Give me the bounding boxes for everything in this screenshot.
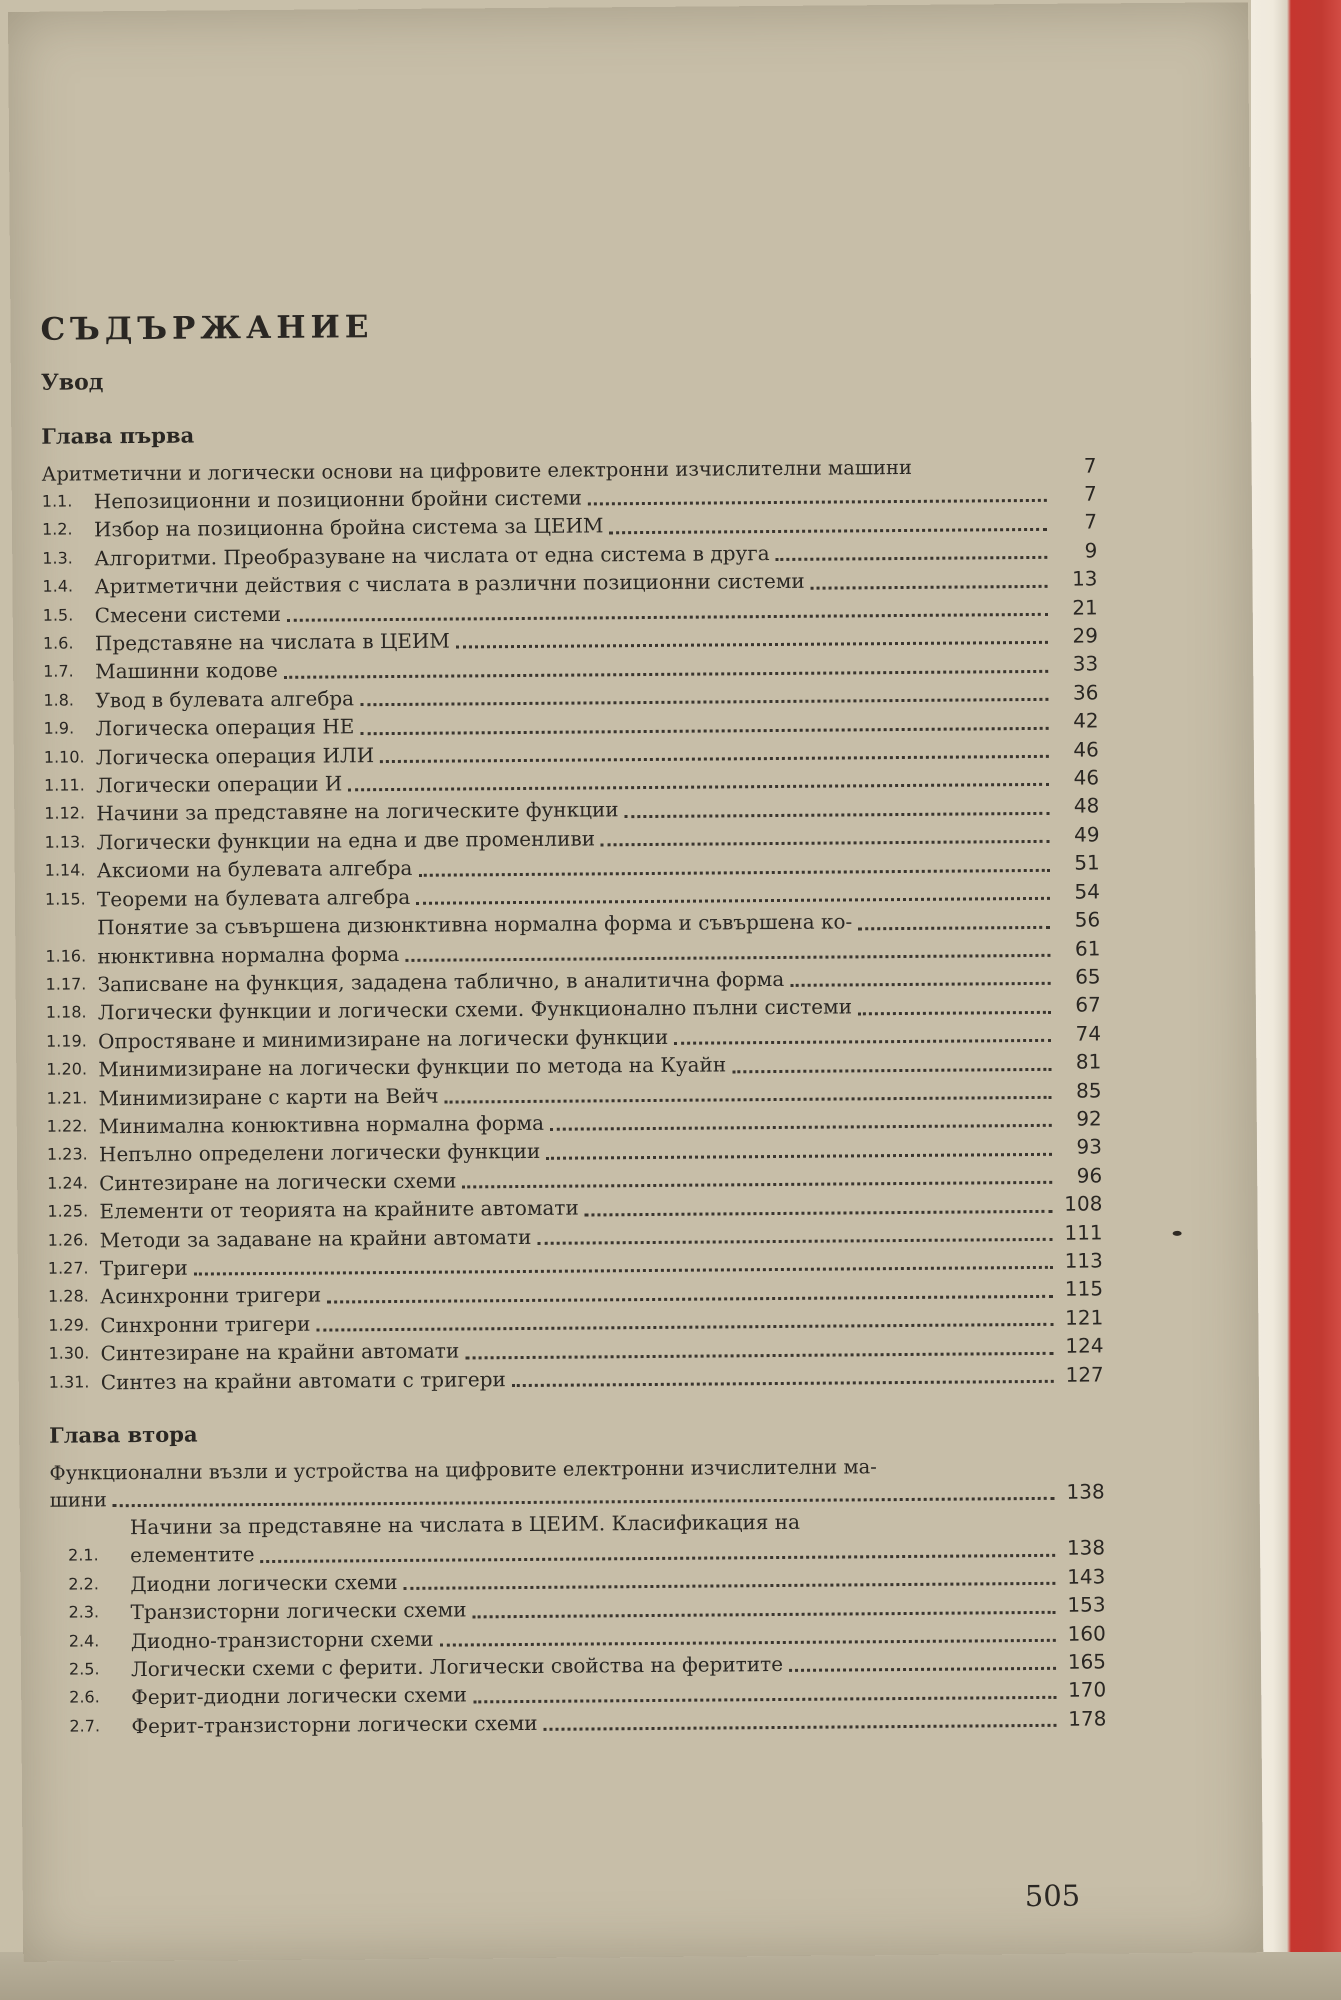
toc-entry-text: Синтез на крайни автомати с тригери [100,1366,506,1394]
chapter-2 [49,1414,1106,1741]
toc-entry-page: 138 [1066,1535,1106,1561]
dot-leader [418,869,1049,877]
toc-entry-number: 1.30. [48,1343,90,1363]
dot-leader [610,528,1048,534]
toc-entry-page: 113 [1064,1248,1103,1273]
toc-entry-text: Диодно-транзисторни схеми [130,1626,434,1653]
page-number: 505 [1024,1878,1081,1914]
toc-entry-page: 81 [1075,1049,1102,1074]
toc-entry-number: 1.17. [45,974,87,994]
toc-entry-number: 2.2. [68,1574,99,1594]
toc-entry-text: Минимизиране с карти на Вейч [98,1083,439,1110]
toc-entry-text: Теореми на булевата алгебра [96,884,411,912]
toc-entry-page: 92 [1076,1106,1102,1131]
toc-entry-number: 1.8. [43,690,75,710]
dot-leader [327,1295,1053,1304]
toc-entry-page: 108 [1064,1191,1103,1216]
toc-entry-number: 1.13. [44,832,86,852]
toc-entry-number: 1.16. [45,945,87,966]
toc-entry-text: Синтезиране на логически схеми [99,1168,457,1196]
dot-leader [194,1266,1053,1276]
toc-entry-page: 74 [1075,1021,1102,1046]
toc-entry-text: Логически схеми с ферити. Логически свойства на феритите [130,1651,784,1682]
chapter-2-sections [50,1562,1106,1741]
toc-entry-text: Опростяване и минимизиране на логически функции [97,1024,669,1054]
chapter-1-title-text: Аритметични и логически основи на цифровите електронни изчислителни машини [41,455,913,486]
toc-entry-number: 2.5. [68,1659,100,1679]
toc-entry-page: 67 [1075,992,1101,1017]
intro-heading: Увод [40,369,104,396]
toc-entry-page: 9 [1084,538,1098,563]
toc-entry-number: 1.31. [48,1371,90,1392]
toc-entry-page: 7 [1084,509,1098,534]
dot-leader [588,499,1047,506]
toc-entry-text-line2: елементите [130,1542,255,1568]
dot-leader [445,1096,1052,1104]
toc-entry-text: Записване на функция, зададена таблично, в аналитична форма [97,966,785,997]
dot-leader [858,1011,1051,1016]
toc-entry-text: Алгоритми. Преобразуване на числата от една система в друга [94,540,770,571]
toc-entry-page: 96 [1076,1163,1103,1188]
toc-entry-text: Тригери [99,1255,188,1281]
toc-entry-number: 1.1. [41,491,73,511]
book-page [8,2,1263,1962]
toc-entry-page: 46 [1073,737,1099,762]
toc-entry-text: Диодни логически схеми [130,1569,398,1596]
toc-entry-page: 48 [1073,793,1100,819]
dot-leader [284,670,1048,679]
toc-entry-text: Увод в булевата алгебра [95,686,355,713]
dot-leader [546,1153,1052,1160]
toc-entry-number: 1.5. [42,605,74,625]
toc-entry-page: 85 [1075,1077,1102,1103]
dot-leader [550,1124,1052,1131]
dot-leader [404,1582,1056,1590]
toc-entry-number: 1.15. [44,889,86,909]
ink-speck [1173,1231,1182,1236]
toc-entry-text: Синтезиране на крайни автомати [100,1338,460,1366]
dot-leader [601,840,1050,847]
toc-entry-page: 143 [1067,1564,1106,1589]
toc-entry-page: 165 [1067,1649,1107,1674]
chapter-2-title-line1: Функционални възли и устройства на цифровите електронни изчислителни ма- [49,1455,877,1485]
toc-entry-number: 1.14. [44,860,86,881]
book-cover-edge [1251,0,1341,2000]
toc-entry-text-line2: нюнктивна нормална форма [97,941,400,968]
toc-entry-number: 1.29. [48,1315,90,1335]
toc-entry-page: 36 [1072,680,1099,705]
toc-entry-number: 1.10. [43,747,85,767]
toc-entry-text: Аксиоми на булевата алгебра [96,856,413,883]
toc-entry-number: 1.11. [43,775,85,795]
toc-entry-page: 56 [1074,907,1101,932]
dot-leader [790,982,1050,987]
dot-leader [360,698,1048,706]
toc-entry-1-16 [45,906,1100,971]
toc-entry-text: Избор на позиционна бройна система за ЦЕИМ [93,513,604,542]
toc-entry-number: 1.23. [46,1144,88,1165]
toc-entry-text: Минимизиране на логически функции по метода на Куайн [98,1052,727,1082]
toc-entry-number: 1.19. [46,1031,87,1051]
dot-leader [462,1181,1052,1189]
toc-entry-page: 160 [1067,1621,1106,1646]
toc-entry-page: 29 [1072,623,1099,648]
toc-entry-text: Логически функции и логически схеми. Функционално пълни системи [97,994,853,1025]
dot-leader [776,556,1048,561]
dot-leader [360,727,1048,735]
toc-entry-page: 54 [1074,879,1101,904]
chapter-1-heading: Глава първа [41,422,195,449]
dot-leader [287,613,1048,622]
chapter-1-sections-b [46,962,1104,1396]
toc-entry-page: 13 [1071,566,1098,591]
toc-entry-text: Машинни кодове [95,658,278,684]
toc-entry-page: 121 [1065,1305,1104,1330]
toc-entry-number: 1.22. [46,1116,88,1136]
table-of-contents [40,303,1106,1740]
dot-leader [473,1610,1056,1618]
dot-leader [544,1724,1057,1731]
toc-entry-text: Логически операции И [95,771,343,798]
chapter-1-sections [42,479,1100,913]
dot-leader [416,897,1050,905]
dot-leader [261,1554,1056,1563]
toc-entry-text: Непозиционни и позиционни бройни системи [93,485,583,514]
toc-entry-number: 1.18. [45,1002,87,1023]
chapter-1-page: 7 [1083,453,1097,478]
dot-leader [440,1639,1056,1647]
chapter-2-title-line2: шини [49,1488,107,1512]
toc-entry-number: 1.4. [42,576,74,596]
toc-entry-number: 1.28. [48,1286,89,1307]
dot-leader [858,925,1050,930]
toc-entry-text: Логическа операция ИЛИ [95,742,375,769]
toc-entry-number: 1.25. [47,1201,89,1221]
toc-entry-number: 1.27. [47,1258,89,1278]
toc-entry-page: 49 [1073,822,1100,847]
toc-entry-text: Логически функции на една и две променливи [96,826,596,855]
dot-leader [732,1067,1051,1073]
dot-leader [113,1497,1055,1507]
toc-entry-text: Смесени системи [94,601,282,627]
toc-entry-page: 170 [1067,1677,1107,1703]
toc-entry-text: Елементи от теорията на крайните автомати [99,1195,579,1224]
toc-entry-text: Начини за представяне на логическите функции [96,797,619,826]
toc-entry-page: 61 [1074,935,1101,961]
toc-entry-text-line1: Понятие за съвършена дизюнктивна нормална форма и съвършена ко- [97,909,853,940]
toc-entry-text: Асинхронни тригери [99,1282,322,1309]
toc-entry-number: 1.26. [47,1229,89,1250]
dot-leader [674,1039,1051,1045]
toc-entry-page: 7 [1083,481,1097,506]
dot-leader [811,584,1048,589]
toc-entry-page: 153 [1067,1592,1106,1617]
toc-entry-text-line1: Начини за представяне на числата в ЦЕИМ. Класификация на [129,1509,801,1540]
toc-entry-text: Ферит-транзисторни логически схеми [131,1710,538,1738]
toc-entry-number: 2.7. [69,1716,101,1736]
toc-entry-text: Аритметични действия с числата в различни позиционни системи [94,568,805,599]
toc-entry-text: Непълно определени логически функции [98,1139,541,1167]
toc-entry-page: 51 [1074,850,1100,875]
dot-leader [465,1351,1053,1359]
dot-leader [348,783,1049,792]
toc-entry-page: 46 [1073,765,1100,790]
toc-entry-number: 1.21. [46,1087,88,1108]
dot-leader [625,812,1050,818]
dot-leader [512,1380,1054,1387]
toc-entry-number: 1.6. [42,633,74,653]
dot-leader [405,954,1050,962]
toc-entry-page: 21 [1072,595,1098,620]
toc-entry-number: 2.3. [68,1602,100,1622]
dot-leader [380,755,1049,763]
dot-leader [473,1696,1056,1704]
toc-entry-number: 1.20. [46,1059,88,1079]
toc-entry-page: 124 [1065,1333,1104,1358]
toc-entry-number: 2.6. [69,1687,100,1708]
toc-entry-number: 1.12. [44,803,86,824]
toc-entry-2-1 [50,1505,1105,1570]
chapter-2-page: 138 [1066,1479,1105,1504]
dot-leader [316,1323,1053,1332]
toc-entry-page: 178 [1068,1706,1107,1731]
dot-leader [537,1238,1052,1245]
toc-entry-page: 111 [1064,1220,1103,1245]
toc-entry-page: 93 [1076,1134,1103,1159]
toc-entry-text: Логическа операция НЕ [95,714,355,741]
dot-leader [456,641,1048,649]
toc-entry-text: Методи за задаване на крайни автомати [99,1224,532,1252]
toc-entry-text: Синхронни тригери [100,1311,311,1338]
toc-entry-number: 2.4. [68,1630,100,1651]
toc-entry-number: 2.1. [68,1545,99,1565]
toc-entry-page: 65 [1075,964,1101,989]
toc-entry-number: 1.7. [43,661,74,682]
toc-entry-number: 1.24. [47,1173,88,1193]
toc-entry-number: 1.3. [42,548,73,568]
page-title: СЪДЪРЖАНИЕ [40,309,374,348]
dot-leader [789,1667,1056,1672]
chapter-2-title [49,1451,1104,1513]
toc-entry-text: Минимална конюктивна нормална форма [98,1110,545,1139]
toc-entry-text: Транзисторни логически схеми [130,1597,467,1625]
toc-entry-number: 1.2. [41,519,73,540]
dot-leader [585,1209,1053,1216]
chapter-2-heading: Глава втора [49,1421,198,1448]
toc-entry-page: 33 [1072,651,1099,677]
toc-entry-page: 42 [1073,708,1099,733]
toc-entry-page: 127 [1065,1362,1104,1387]
toc-entry-text: Ферит-диодни логически схеми [131,1682,467,1710]
toc-entry-text: Представяне на числата в ЦЕИМ [94,628,450,656]
toc-entry-page: 115 [1064,1276,1104,1302]
toc-entry-number: 1.9. [43,718,75,738]
